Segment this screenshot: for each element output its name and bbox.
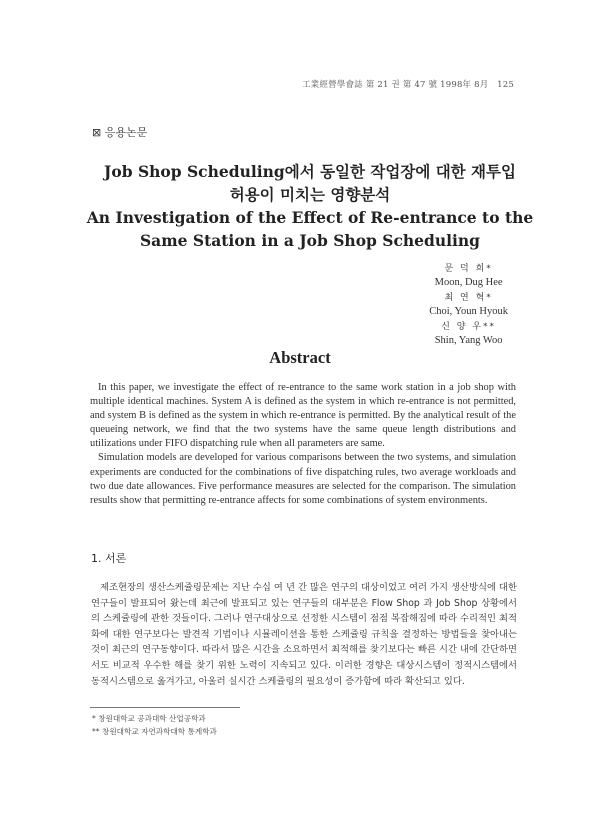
korean-title-line-2: 허용이 미치는 영향분석 xyxy=(229,185,391,204)
english-title-line-1: An Investigation of the Effect of Re-entrance to the xyxy=(86,208,534,227)
author-2-korean-name: 최 연 혁* xyxy=(444,292,493,303)
footnotes xyxy=(92,712,217,738)
author-3-english-name: Shin, Yang Woo xyxy=(434,335,503,347)
footnote-divider xyxy=(90,707,240,708)
author-3-korean-name: 신 양 우** xyxy=(441,321,497,332)
abstract-paragraph-1: In this paper, we investigate the effect of re-entrance to the same work station in a job shop with multiple identical machines. System A is defined as the system in which re-entrance is not permitted, and system B is defined as the system in which re-entrance is permitted. By the analytical result of the queueing network, we find that the two systems have the same queue length distributions and utilizations under FIFO dispatching rule when all parameters are same. xyxy=(90,382,516,450)
section-1-body xyxy=(91,580,517,689)
running-header: 工業經營學會誌 第 21 권 第 47 號 1998年 8月 125 xyxy=(301,80,514,90)
section-1-heading: 1. 서론 xyxy=(91,552,127,565)
footnote-2: ** 창원대학교 자연과학대학 통계학과 xyxy=(92,727,217,736)
abstract-heading: Abstract xyxy=(269,348,331,367)
abstract-paragraph-2: Simulation models are developed for various comparisons between the two systems, and simulation experiments are conducted for the combinations of five dispatching rules, two average workloads and two due date allowances. Five performance measures are selected for the comparison. The simulation results show that permitting re-entrance affects for some combinations of system environments. xyxy=(90,452,516,506)
title-block xyxy=(60,160,560,252)
section-tag: ⊠ 응용논문 xyxy=(92,126,148,139)
footnote-1: * 창원대학교 공과대학 산업공학과 xyxy=(92,714,206,723)
author-list xyxy=(429,262,508,348)
abstract-body xyxy=(90,381,516,508)
author-2-english-name: Choi, Youn Hyouk xyxy=(429,306,508,318)
author-1-korean-name: 문 덕 희* xyxy=(444,264,493,274)
korean-title-line-1: Job Shop Scheduling에서 동일한 작업장에 대한 재투입 xyxy=(104,162,516,181)
english-title-line-2: Same Station in a Job Shop Scheduling xyxy=(139,231,481,250)
section-1-paragraph-1: 제조현장의 생산스케쥴링문제는 지난 수십 여 년 간 많은 연구의 대상이었고 여러 가지 생산방식에 대한 연구들이 발표되어 왔는데 최근에 발표되고 있는 연구들의 대부분은 Flow Shop 과 Job Shop 상황에서의 스케쥴링에 관한 것들이다. 그러나 연구대상으로 선정한 시스템이 점점 복잡해짐에 따라 수리적인 최적화에 대한 연구보다는 발견적 기법이나 시뮬레이션을 통한 스케쥴링 규칙을 결정하는 방법들을 찾아내는 것이 최근의 연구동향이다. 따라서 많은 시간을 소요하면서 최적해를 찾기보다는 빠른 시간 내에 간단하면서도 비교적 우수한 해를 찾기 위한 노력이 지속되고 있다. 이러한 경향은 대상시스템이 정적시스템에서 동적시스템으로 옮겨가고, 아울러 실시간 스케쥴링의 필요성이 증가함에 따라 확산되고 있다. xyxy=(91,582,517,687)
author-1-english-name: Moon, Dug Hee xyxy=(434,277,503,289)
